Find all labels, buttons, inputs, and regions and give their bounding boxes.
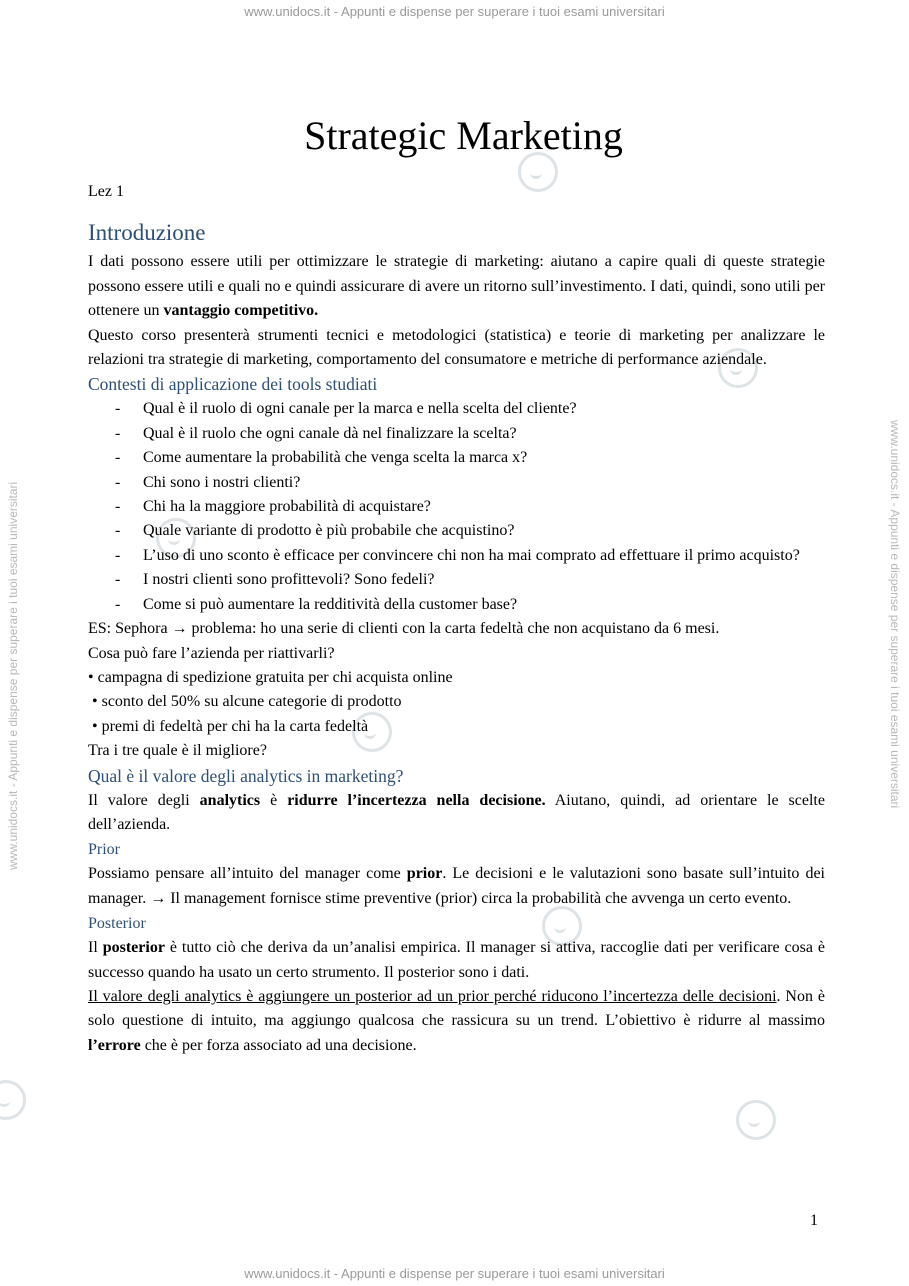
prior-heading: Prior <box>88 841 120 859</box>
analytics-heading: Qual è il valore degli analytics in marketing? <box>88 765 404 786</box>
intro-paragraph-1: I dati possono essere utili per ottimizzare le strategie di marketing: aiutano a capire quali di queste strategie possono essere utili e quali no e quindi assicurare di avere un ritorno sull’investimento. I dati, quindi, sono utili per ottenere un vantaggio competitivo. <box>88 253 825 320</box>
list-item: - Come aumentare la probabilità che venga scelta la marca x? <box>88 446 825 470</box>
document-page <box>88 108 825 1058</box>
contexts-heading: Contesti di applicazione dei tools studiati <box>88 374 378 395</box>
posterior-heading: Posterior <box>88 915 146 933</box>
list-item: - Come si può aumentare la redditività della customer base? <box>88 593 825 617</box>
watermark-header: www.unidocs.it - Appunti e dispense per superare i tuoi esami universitari <box>244 4 665 19</box>
list-item: - Qual è il ruolo di ogni canale per la marca e nella scelta del cliente? <box>88 397 825 421</box>
option-item: • premi di fedeltà per chi ha la carta fedeltà <box>88 717 369 735</box>
example-line-2: Cosa può fare l’azienda per riattivarli? <box>88 644 335 662</box>
watermark-side-left: www.unidocs.it - Appunti e dispense per superare i tuoi esami universitari <box>6 481 20 870</box>
watermark-side-right: www.unidocs.it - Appunti e dispense per superare i tuoi esami universitari <box>888 420 902 809</box>
list-item: - Chi sono i nostri clienti? <box>88 471 825 495</box>
list-item: - Qual è il ruolo che ogni canale dà nel finalizzare la scelta? <box>88 422 825 446</box>
questions-list <box>88 397 825 617</box>
posterior-paragraph-2: Il valore degli analytics è aggiungere un posterior ad un prior perché riducono l’incertezza delle decisioni. Non è solo questione di intuito, ma aggiungo qualcosa che rassicura su un trend. L’obiettivo è ridurre al massimo l’errore che è per forza associato ad una decisione. <box>88 987 825 1054</box>
list-item: - L’uso di uno sconto è efficace per convincere chi non ha mai comprato ad effettuare il primo acquisto? <box>88 544 825 568</box>
option-item: • sconto del 50% su alcune categorie di prodotto <box>88 693 402 711</box>
list-item: - Chi ha la maggiore probabilità di acquistare? <box>88 495 825 519</box>
intro-heading: Introduzione <box>88 220 206 246</box>
lesson-label: Lez 1 <box>88 183 124 200</box>
watermark-logo-icon <box>736 1100 776 1140</box>
list-item: - Quale variante di prodotto è più probabile che acquistino? <box>88 519 825 543</box>
prior-paragraph: Possiamo pensare all’intuito del manager come prior. Le decisioni e le valutazioni sono basate sull’intuito dei manager. → Il management fornisce stime preventive (prior) circa la probabilità che avvenga un certo evento. <box>88 865 826 907</box>
option-item: • campagna di spedizione gratuita per chi acquista online <box>88 668 453 686</box>
list-item: - I nostri clienti sono profittevoli? Sono fedeli? <box>88 568 825 592</box>
intro-paragraph-2: Questo corso presenterà strumenti tecnici e metodologici (statistica) e teorie di marketing per analizzare le relazioni tra strategie di marketing, comportamento del consumatore e metriche di performance aziendale. <box>88 326 825 369</box>
document-title: Strategic Marketing <box>304 113 623 158</box>
watermark-footer: www.unidocs.it - Appunti e dispense per superare i tuoi esami universitari <box>244 1266 665 1281</box>
page-number: 1 <box>810 1212 818 1229</box>
example-line-1: ES: Sephora → problema: ho una serie di clienti con la carta fedeltà che non acquistano da 6 mesi. <box>88 620 720 638</box>
analytics-paragraph: Il valore degli analytics è ridurre l’incertezza nella decisione. Aiutano, quindi, ad orientare le scelte dell’azienda. <box>88 791 825 833</box>
example-question: Tra i tre quale è il migliore? <box>88 742 267 760</box>
posterior-paragraph-1: Il posterior è tutto ciò che deriva da un’analisi empirica. Il manager si attiva, raccoglie dati per verificare cosa è successo quando ha usato un certo strumento. Il posterior sono i dati. <box>88 939 826 981</box>
watermark-logo-icon <box>0 1080 26 1120</box>
